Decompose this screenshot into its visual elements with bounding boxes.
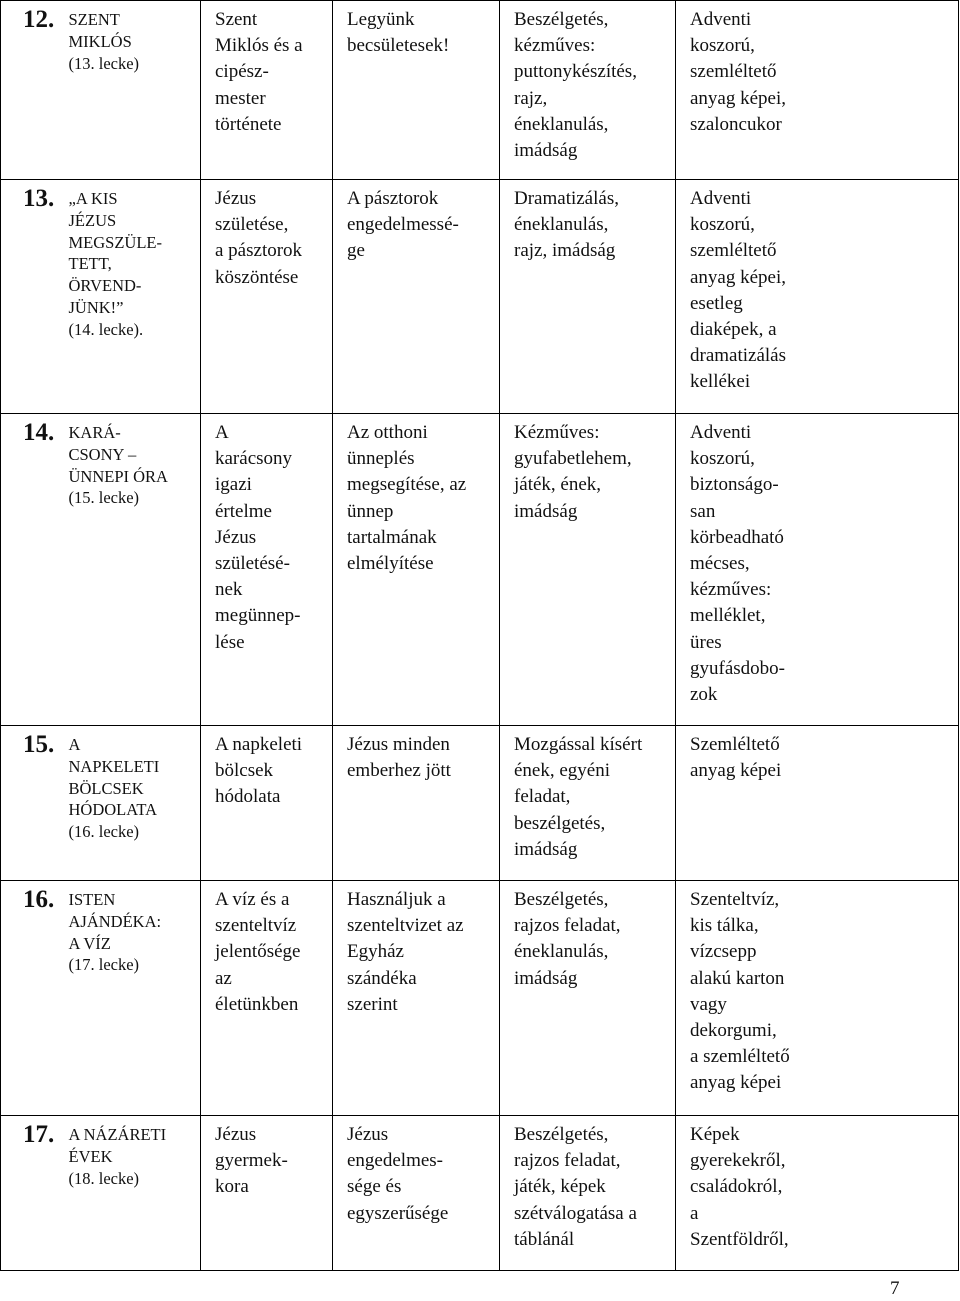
table-row [1, 881, 959, 1116]
story-cell: A víz és a szenteltvíz jelentősége az életünkben [201, 881, 333, 1116]
materials-cell: Adventi koszorú, szemléltető anyag képei, szaloncukor [676, 1, 959, 180]
row-number: 17. [23, 1121, 55, 1148]
materials-cell: Képek gyerekekről, családokról, a Szentföldről, [676, 1116, 959, 1271]
story-cell: A karácsony igazi értelme Jézus születésé- nek megünnep- lése [201, 414, 333, 726]
row-number-cell [1, 180, 65, 414]
table-row [1, 414, 959, 726]
message-cell: Jézus engedelmes- sége és egyszerűsége [333, 1116, 500, 1271]
table-row [1, 726, 959, 881]
activities-cell: Mozgással kísért ének, egyéni feladat, beszélgetés, imádság [500, 726, 676, 881]
activities-cell: Beszélgetés, kézműves: puttonykészítés, rajz, éneklanulás, imádság [500, 1, 676, 180]
message-cell: Jézus minden emberhez jött [333, 726, 500, 881]
story-cell: Jézus születése, a pásztorok köszöntése [201, 180, 333, 414]
row-number-cell [1, 1, 65, 180]
topic-cell: ISTEN AJÁNDÉKA: A VÍZ (17. lecke) [65, 881, 201, 1116]
message-cell: Az otthoni ünneplés megsegítése, az ünnep tartalmának elmélyítése [333, 414, 500, 726]
topic-cell: „A KIS JÉZUS MEGSZÜLE- TETT, ÖRVEND- JÜNK!” (14. lecke). [65, 180, 201, 414]
row-number-cell [1, 881, 65, 1116]
activities-cell: Dramatizálás, éneklanulás, rajz, imádság [500, 180, 676, 414]
page-number: 7 [890, 1278, 900, 1299]
activities-cell: Kézműves: gyufabetlehem, játék, ének, imádság [500, 414, 676, 726]
row-number: 15. [23, 731, 55, 758]
row-number-cell [1, 726, 65, 881]
row-number-cell [1, 1116, 65, 1271]
activities-cell: Beszélgetés, rajzos feladat, játék, képek szétválogatása a táblánál [500, 1116, 676, 1271]
table-row [1, 180, 959, 414]
story-cell: A napkeleti bölcsek hódolata [201, 726, 333, 881]
materials-cell: Szemléltető anyag képei [676, 726, 959, 881]
message-cell: Használjuk a szenteltvizet az Egyház szándéka szerint [333, 881, 500, 1116]
story-cell: Jézus gyermek- kora [201, 1116, 333, 1271]
materials-cell: Adventi koszorú, szemléltető anyag képei, esetleg diaképek, a dramatizálás kellékei [676, 180, 959, 414]
topic-cell: SZENT MIKLÓS (13. lecke) [65, 1, 201, 180]
row-number: 13. [23, 185, 55, 212]
activities-cell: Beszélgetés, rajzos feladat, éneklanulás, imádság [500, 881, 676, 1116]
row-number-cell [1, 414, 65, 726]
message-cell: Legyünk becsületesek! [333, 1, 500, 180]
materials-cell: Adventi koszorú, biztonságo- san körbeadható mécses, kézműves: melléklet, üres gyufásdobo- zok [676, 414, 959, 726]
row-number: 14. [23, 419, 55, 446]
row-number: 16. [23, 886, 55, 913]
topic-cell: KARÁ- CSONY – ÜNNEPI ÓRA (15. lecke) [65, 414, 201, 726]
materials-cell: Szenteltvíz, kis tálka, vízcsepp alakú karton vagy dekorgumi, a szemléltető anyag képei [676, 881, 959, 1116]
row-number: 12. [23, 6, 55, 33]
topic-cell: A NAPKELETI BÖLCSEK HÓDOLATA (16. lecke) [65, 726, 201, 881]
table-row [1, 1, 959, 180]
table-row [1, 1116, 959, 1271]
story-cell: Szent Miklós és a cipész- mester története [201, 1, 333, 180]
topic-cell: A NÁZÁRETI ÉVEK (18. lecke) [65, 1116, 201, 1271]
message-cell: A pásztorok engedelmessé- ge [333, 180, 500, 414]
